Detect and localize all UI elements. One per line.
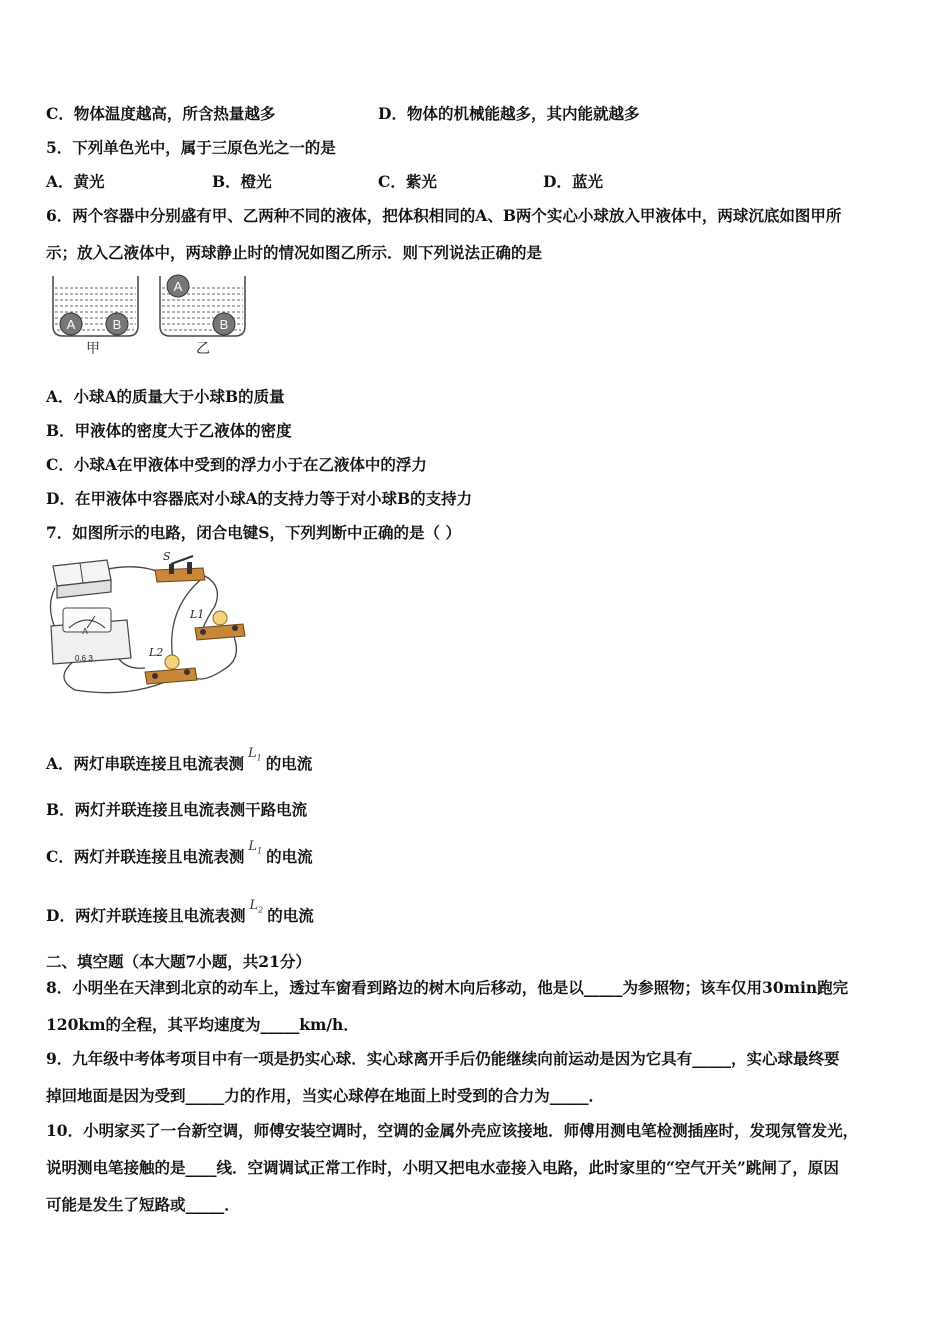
q4-option-d: D．物体的机械能越多，其内能就越多 <box>378 104 640 123</box>
switch-label: S <box>163 550 171 563</box>
q6-option-b: B．甲液体的密度大于乙液体的密度 <box>46 421 292 440</box>
q9-line2: 掉回地面是因为受到_____力的作用，当实心球停在地面上时受到的合力为_____． <box>46 1086 605 1105</box>
ammeter-terminals-label: 0.6 3 <box>75 654 93 663</box>
container-left <box>53 276 138 356</box>
lamp-l1-label: L1 <box>190 608 205 621</box>
symbol-l2: $L_2$ <box>249 898 264 915</box>
q7-option-d-suffix: 的电流 <box>267 906 314 925</box>
battery-box <box>53 560 111 598</box>
ball-b-left-label: B <box>112 317 122 332</box>
q6-option-c: C．小球A在甲液体中受到的浮力小于在乙液体中的浮力 <box>46 455 427 474</box>
q10-line1: 10．小明家买了一台新空调，师傅安装空调时，空调的金属外壳应该接地．师傅用测电笔检测插座时，发现氖管发光， <box>46 1121 859 1140</box>
section-title: 二、填空题（本大题7小题，共21分） <box>46 952 311 971</box>
q7-option-a <box>46 746 313 775</box>
q7-option-c-text: C．两灯并联连接且电流表测 <box>46 847 245 866</box>
lamp-l1 <box>189 608 245 640</box>
ball-b-right-label: B <box>219 317 229 332</box>
q7-option-d-text: D．两灯并联连接且电流表测 <box>46 906 246 925</box>
q6-option-d: D．在甲液体中容器底对小球A的支持力等于对小球B的支持力 <box>46 489 473 508</box>
q8-line2: 120km的全程，其平均速度为_____km/h． <box>46 1015 359 1034</box>
q6-containers-figure <box>48 270 258 356</box>
ammeter <box>51 608 131 664</box>
q7-option-d <box>46 898 314 927</box>
q5-option-d: D．蓝光 <box>543 172 603 191</box>
q9-line1: 9．九年级中考体考项目中有一项是扔实心球．实心球离开手后仍能继续向前运动是因为它具有_____，实心球最终要 <box>46 1049 840 1068</box>
q6-stem-line2: 示；放入乙液体中，两球静止时的情况如图乙所示．则下列说法正确的是 <box>46 243 543 262</box>
q10-line3: 可能是发生了短路或_____． <box>46 1195 240 1214</box>
switch <box>155 550 205 582</box>
lamp-l2 <box>145 646 197 684</box>
q7-option-a-text: A．两灯串联连接且电流表测 <box>46 754 245 773</box>
symbol-l1: $L_1$ <box>248 839 263 856</box>
q7-option-a-suffix: 的电流 <box>265 754 313 773</box>
q6-stem-line1: 6．两个容器中分别盛有甲、乙两种不同的液体，把体积相同的A、B两个实心小球放入甲液体中，两球沉底如图甲所 <box>46 206 842 225</box>
q8-line1: 8．小明坐在天津到北京的动车上，透过车窗看到路边的树木向后移动，他是以_____为参照物；该车仅用30min跑完 <box>46 978 849 997</box>
q5-option-b: B．橙光 <box>212 172 272 191</box>
container-right <box>160 275 245 356</box>
q7-option-c <box>46 839 313 868</box>
q5-option-a: A．黄光 <box>46 172 105 191</box>
label-yi: 乙 <box>196 341 210 356</box>
lamp-l2-label: L2 <box>149 646 164 659</box>
q7-stem: 7．如图所示的电路，闭合电键S，下列判断中正确的是（ ） <box>46 523 461 542</box>
q6-option-a: A．小球A的质量大于小球B的质量 <box>46 387 285 406</box>
label-jia: 甲 <box>86 341 100 356</box>
q7-circuit-figure <box>45 548 250 700</box>
q5-stem: 5．下列单色光中，属于三原色光之一的是 <box>46 138 336 157</box>
q4-option-c: C．物体温度越高，所含热量越多 <box>46 104 276 123</box>
q7-option-b: B．两灯并联连接且电流表测干路电流 <box>46 800 308 819</box>
q7-option-c-suffix: 的电流 <box>266 847 313 866</box>
q10-line2: 说明测电笔接触的是____线．空调调试正常工作时，小明又把电水壶接入电路，此时家里的“空气开关”跳闸了，原因 <box>46 1158 839 1177</box>
symbol-l1: $L_1$ <box>248 746 262 763</box>
ball-a-right-label: A <box>173 279 183 294</box>
ball-a-left-label: A <box>66 317 76 332</box>
ammeter-label: A <box>82 627 88 636</box>
q5-option-c: C．紫光 <box>378 172 437 191</box>
